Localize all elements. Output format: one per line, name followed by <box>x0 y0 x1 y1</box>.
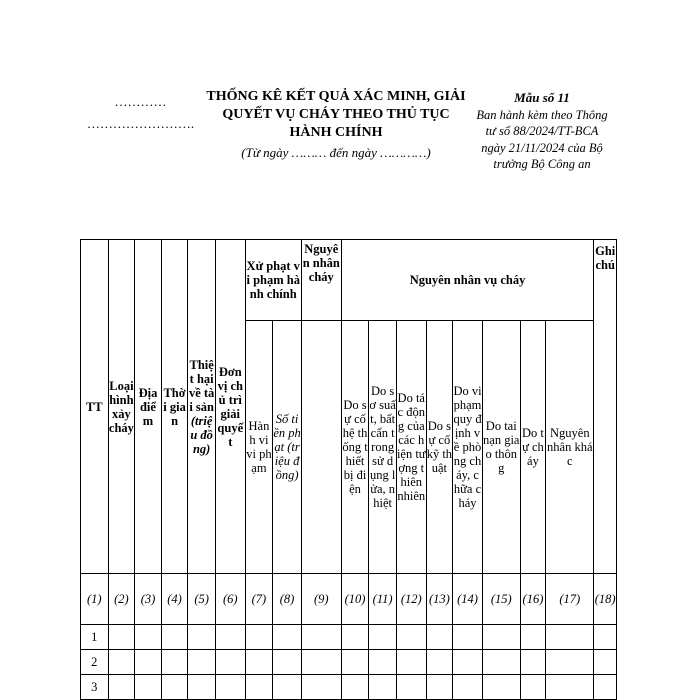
table-cell <box>594 625 617 650</box>
col-number: (11) <box>369 574 397 625</box>
header-tu-chay: Do tự cháy <box>520 321 546 574</box>
table-cell <box>188 625 216 650</box>
table-cell <box>453 675 483 700</box>
table-cell <box>369 650 397 675</box>
table-cell <box>301 675 341 700</box>
org-line-2: ……………………. <box>86 116 195 131</box>
table-cell <box>161 650 188 675</box>
header-loai-hinh: Loại hình xảy cháy <box>108 240 135 574</box>
col-number: (15) <box>482 574 520 625</box>
col-number: (18) <box>594 574 617 625</box>
col-number: (3) <box>135 574 162 625</box>
table-row <box>81 625 617 650</box>
table-cell <box>482 650 520 675</box>
header-tai-nan: Do tai nạn giao thông <box>482 321 520 574</box>
col-number: (14) <box>453 574 483 625</box>
header-nguyen-nhan-chay: Nguyên nhân cháy <box>301 240 341 321</box>
col-number: (7) <box>245 574 273 625</box>
date-range-subtitle: (Từ ngày ……… đến ngày …………) <box>241 145 431 160</box>
header-thoi-gian: Thời gian <box>161 240 188 574</box>
table-cell <box>520 675 546 700</box>
header-so-tien-unit: (triệu đồng) <box>274 440 300 482</box>
header-nguyen-nhan-chay-blank <box>301 321 341 574</box>
header-so-tien <box>273 321 302 574</box>
table-cell <box>215 650 245 675</box>
column-number-row <box>81 574 617 625</box>
table-cell <box>341 650 369 675</box>
table-cell <box>245 625 273 650</box>
table-cell <box>453 625 483 650</box>
col-number: (13) <box>426 574 453 625</box>
col-number: (4) <box>161 574 188 625</box>
table-cell <box>161 675 188 700</box>
table-cell <box>108 625 135 650</box>
form-code: Mẫu số 11 <box>514 90 570 105</box>
table-cell <box>215 625 245 650</box>
table-cell <box>520 625 546 650</box>
header-so-suat: Do sơ suất, bất cẩn trong sử dụng lửa, nhiệt <box>369 321 397 574</box>
header-xu-phat-group: Xử phạt vi phạm hành chính <box>245 240 301 321</box>
table-cell <box>188 675 216 700</box>
table-cell <box>594 650 617 675</box>
header-nguyen-nhan-vu-chay-group: Nguyên nhân vụ cháy <box>341 240 594 321</box>
header-tac-dong: Do tác động của các hiện tượng thiên nhiên <box>396 321 426 574</box>
header-dia-diem: Địa điểm <box>135 240 162 574</box>
table-cell <box>161 625 188 650</box>
table-row <box>81 650 617 675</box>
table-cell <box>301 625 341 650</box>
document-title-block <box>205 88 467 162</box>
col-number: (6) <box>215 574 245 625</box>
header-thiet-hai-label: Thiệt hại về tài sản <box>188 357 215 414</box>
table-cell <box>135 675 162 700</box>
header-so-tien-label: Số tiền phạt <box>273 412 301 454</box>
table-cell <box>188 650 216 675</box>
table-cell <box>546 625 594 650</box>
issuing-org-block <box>78 93 203 137</box>
header-thiet-hai <box>188 240 216 574</box>
table-cell <box>245 650 273 675</box>
header-ghi-chu: Ghi chú <box>594 240 617 574</box>
table-row <box>81 675 617 700</box>
header-su-co-ky-thuat: Do sự cố kỹ thuật <box>426 321 453 574</box>
table-cell <box>273 625 302 650</box>
table-cell <box>108 675 135 700</box>
header-nguyen-nhan-khac: Nguyên nhân khác <box>546 321 594 574</box>
table-cell <box>482 675 520 700</box>
row-number: 1 <box>81 625 109 650</box>
form-note: Ban hành kèm theo Thông tư số 88/2024/TT-BCA ngày 21/11/2024 của Bộ trưởng Bộ Công an <box>476 107 608 171</box>
col-number: (5) <box>188 574 216 625</box>
col-number: (2) <box>108 574 135 625</box>
table-cell <box>273 650 302 675</box>
header-row-1 <box>81 240 617 321</box>
col-number: (16) <box>520 574 546 625</box>
table-cell <box>369 625 397 650</box>
table-cell <box>245 675 273 700</box>
header-hanh-vi: Hành vi vi phạm <box>245 321 273 574</box>
table-cell <box>369 675 397 700</box>
table-cell <box>301 650 341 675</box>
table-cell <box>546 650 594 675</box>
table-cell <box>594 675 617 700</box>
table-cell <box>396 675 426 700</box>
col-number: (17) <box>546 574 594 625</box>
table-cell <box>396 650 426 675</box>
table-cell <box>520 650 546 675</box>
table-cell <box>108 650 135 675</box>
table-cell <box>482 625 520 650</box>
header-vi-pham-quy-dinh: Do vi phạm quy định về phòng cháy, chữa cháy <box>453 321 483 574</box>
row-number: 2 <box>81 650 109 675</box>
header-tt: TT <box>81 240 109 574</box>
table-cell <box>546 675 594 700</box>
col-number: (12) <box>396 574 426 625</box>
table-cell <box>135 650 162 675</box>
statistics-table <box>80 239 617 700</box>
header-thiet-hai-unit: (triệu đồng) <box>190 413 213 456</box>
row-number: 3 <box>81 675 109 700</box>
org-line-1: ………… <box>114 94 167 109</box>
col-number: (9) <box>301 574 341 625</box>
table-cell <box>426 675 453 700</box>
table-cell <box>426 650 453 675</box>
table-cell <box>341 675 369 700</box>
table-cell <box>341 625 369 650</box>
table-cell <box>215 675 245 700</box>
document-title: THỐNG KÊ KẾT QUẢ XÁC MINH, GIẢI QUYẾT VỤ CHÁY THEO THỦ TỤC HÀNH CHÍNH <box>206 89 466 140</box>
table-cell <box>396 625 426 650</box>
col-number: (1) <box>81 574 109 625</box>
header-su-co-he-thong: Do sự cố hệ thống thiết bị điện <box>341 321 369 574</box>
col-number: (10) <box>341 574 369 625</box>
table-cell <box>453 650 483 675</box>
table-cell <box>273 675 302 700</box>
form-reference-block <box>474 90 610 173</box>
header-don-vi: Đơn vị chủ trì giải quyết <box>215 240 245 574</box>
table-cell <box>135 625 162 650</box>
col-number: (8) <box>273 574 302 625</box>
table-cell <box>426 625 453 650</box>
